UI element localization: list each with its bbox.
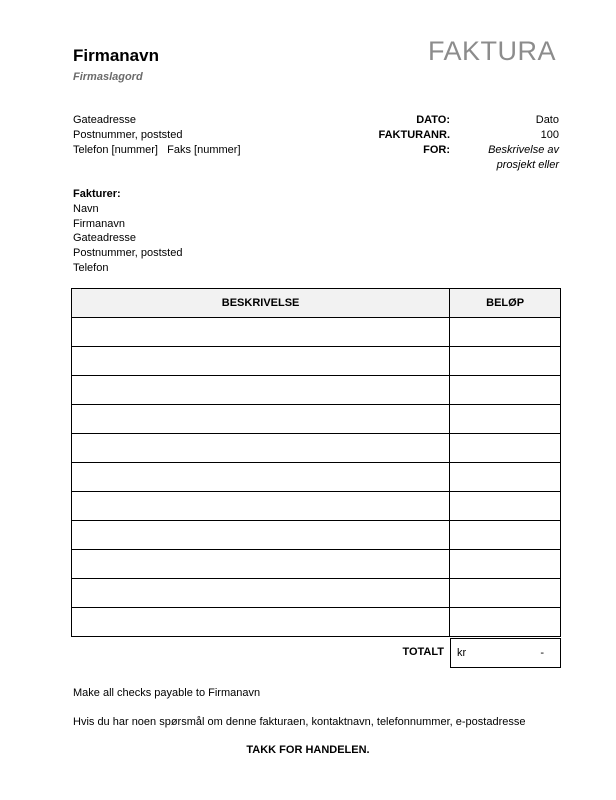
bill-to-company: Firmanavn xyxy=(73,217,125,230)
amount-cell[interactable] xyxy=(450,376,561,405)
company-street: Gateadresse xyxy=(73,114,136,126)
invoice-number-label: FAKTURANR. xyxy=(378,129,450,141)
company-slogan: Firmaslagord xyxy=(73,71,143,83)
total-label: TOTALT xyxy=(402,646,444,658)
table-row xyxy=(72,347,561,376)
table-row xyxy=(72,376,561,405)
description-cell[interactable] xyxy=(72,550,450,579)
table-row xyxy=(72,579,561,608)
company-postal: Postnummer, poststed xyxy=(73,129,183,141)
description-cell[interactable] xyxy=(72,318,450,347)
description-cell[interactable] xyxy=(72,376,450,405)
description-cell[interactable] xyxy=(72,463,450,492)
description-cell[interactable] xyxy=(72,579,450,608)
amount-cell[interactable] xyxy=(450,347,561,376)
date-label: DATO: xyxy=(416,114,450,126)
bill-to-street: Gateadresse xyxy=(73,232,136,245)
total-value: - xyxy=(540,647,544,659)
amount-cell[interactable] xyxy=(450,521,561,550)
line-items-table xyxy=(71,288,561,637)
description-cell[interactable] xyxy=(72,434,450,463)
amount-cell[interactable] xyxy=(450,579,561,608)
table-row xyxy=(72,463,561,492)
description-cell[interactable] xyxy=(72,492,450,521)
company-name: Firmanavn xyxy=(73,46,159,65)
description-cell[interactable] xyxy=(72,347,450,376)
bill-to-label: Fakturer: xyxy=(73,188,121,200)
amount-cell[interactable] xyxy=(450,550,561,579)
invoice-number-value: 100 xyxy=(540,129,559,141)
for-label: FOR: xyxy=(423,144,450,156)
amount-cell[interactable] xyxy=(450,434,561,463)
bill-to-phone: Telefon xyxy=(73,261,109,274)
amount-cell[interactable] xyxy=(450,608,561,637)
questions-note: Hvis du har noen spørsmål om denne fakturaen, kontaktnavn, telefonnummer, e-postadresse xyxy=(73,716,526,728)
bill-to-postal: Postnummer, poststed xyxy=(73,247,183,260)
total-amount-cell[interactable] xyxy=(450,638,561,668)
table-row xyxy=(72,434,561,463)
document-title: FAKTURA xyxy=(427,36,556,66)
table-row xyxy=(72,608,561,637)
table-row xyxy=(72,550,561,579)
checks-payable-note: Make all checks payable to Firmanavn xyxy=(73,687,261,699)
description-cell[interactable] xyxy=(72,521,450,550)
description-cell[interactable] xyxy=(72,405,450,434)
invoice-meta-values xyxy=(470,113,559,173)
amount-cell[interactable] xyxy=(450,492,561,521)
amount-cell[interactable] xyxy=(450,463,561,492)
company-address xyxy=(73,113,241,158)
bill-to-block xyxy=(73,187,182,276)
table-row xyxy=(72,492,561,521)
bill-to-name: Navn xyxy=(73,202,99,215)
table-row xyxy=(72,318,561,347)
table-row xyxy=(72,405,561,434)
total-currency: kr xyxy=(457,647,467,659)
table-header-row xyxy=(72,289,561,318)
amount-cell[interactable] xyxy=(450,318,561,347)
table-row xyxy=(72,521,561,550)
for-value-line1: Beskrivelse av xyxy=(488,144,559,156)
amount-cell[interactable] xyxy=(450,405,561,434)
thank-you-note: TAKK FOR HANDELEN. xyxy=(246,744,370,756)
for-value-line2: prosjekt eller xyxy=(496,159,559,171)
amount-column-header: BELØP xyxy=(450,289,561,318)
date-value: Dato xyxy=(535,114,559,126)
description-column-header: BESKRIVELSE xyxy=(72,289,450,318)
company-phone-fax: Telefon [nummer] Faks [nummer] xyxy=(73,144,241,156)
description-cell[interactable] xyxy=(72,608,450,637)
invoice-meta-labels xyxy=(376,113,450,158)
